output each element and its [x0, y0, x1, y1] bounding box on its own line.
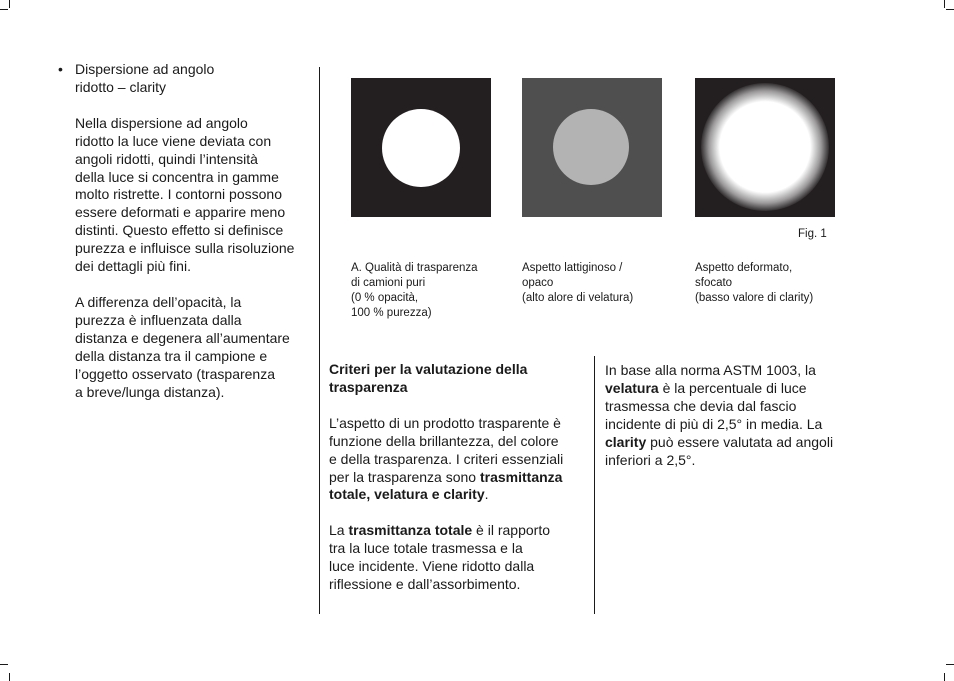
caption-line: sfocato	[695, 277, 733, 289]
caption-line: (alto alore di velatura)	[522, 292, 634, 304]
text-line: a breve/lunga distanza).	[75, 383, 225, 400]
text-line: angoli ridotti, quindi l’intensità	[75, 150, 258, 167]
caption-line: (basso valore di clarity)	[695, 292, 814, 304]
crop-mark	[946, 9, 954, 10]
caption-line: Aspetto deformato,	[695, 262, 793, 274]
text-line: riflessione e dall’assorbimento.	[329, 576, 521, 593]
text-line: distinti. Questo effetto si definisce	[75, 222, 284, 239]
text-line: dei dettagli più fini.	[75, 258, 191, 275]
text-line: l’oggetto osservato (trasparenza	[75, 365, 275, 382]
text-line: luce incidente. Viene ridotto dalla	[329, 558, 535, 575]
figure-panel-blurred	[695, 78, 835, 217]
crop-mark	[944, 673, 945, 681]
figure-panel-hazy	[522, 78, 662, 217]
caption-line: A. Qualità di trasparenza	[351, 262, 478, 274]
paragraph-2	[58, 294, 310, 401]
figure-panel-clear	[351, 78, 491, 217]
text-line: purezza è influenzata dalla	[75, 311, 242, 328]
caption-line: 100 % purezza)	[351, 307, 432, 319]
text-line: della distanza tra il campione e	[75, 347, 268, 364]
right-column	[605, 362, 865, 469]
caption-line: di camioni puri	[351, 277, 426, 289]
text-line: La trasmittanza totale è il rapporto	[329, 522, 550, 539]
text-line: ridotto la luce viene deviata con	[75, 132, 272, 149]
text-line: totale, velatura e clarity.	[329, 486, 489, 503]
gray-circle	[553, 109, 629, 185]
figure-label: Fig. 1	[798, 228, 827, 240]
text-line: essere deformati e apparire meno	[75, 204, 286, 221]
column-divider	[594, 356, 595, 614]
crop-mark	[0, 9, 8, 10]
text-line: incidente di più di 2,5° in media. La	[605, 415, 823, 432]
text-line: clarity può essere valutata ad angoli	[605, 433, 834, 450]
caption-line: Aspetto lattiginoso /	[522, 262, 623, 274]
figure-caption	[351, 261, 501, 321]
column-divider	[319, 67, 320, 614]
text-line: velatura è la percentuale di luce	[605, 379, 807, 396]
text-line: trasmessa che devia dal fascio	[605, 397, 797, 414]
crop-mark	[944, 0, 945, 8]
text-line: molto ristrette. I contorni possono	[75, 186, 282, 203]
text-line: Nella dispersione ad angolo	[75, 114, 248, 131]
figure-caption	[695, 261, 845, 306]
text-line: della luce si concentra in gamme	[75, 168, 279, 185]
figure-caption	[522, 261, 672, 306]
bullet-icon: •	[58, 61, 63, 77]
crop-mark	[0, 664, 8, 665]
text-line: per la trasparenza sono trasmittanza	[329, 468, 563, 485]
text-line: In base alla norma ASTM 1003, la	[605, 362, 816, 378]
crop-mark	[9, 0, 10, 8]
text-line: e della trasparenza. I criteri essenziali	[329, 450, 564, 467]
middle-column	[329, 361, 589, 594]
paragraph-1	[58, 115, 310, 276]
left-column	[58, 61, 310, 401]
section-title: Criteri per la valutazione della	[329, 361, 528, 377]
text-line: tra la luce totale trasmessa e la	[329, 540, 523, 557]
bullet-item	[58, 61, 310, 97]
white-circle	[382, 109, 460, 187]
text-line: inferiori a 2,5°.	[605, 451, 696, 468]
text-line: funzione della brillantezza, del colore	[329, 432, 559, 449]
blurred-circle	[701, 83, 829, 211]
crop-mark	[946, 664, 954, 665]
crop-mark	[9, 673, 10, 681]
section-title: trasparenza	[329, 378, 408, 395]
bullet-heading-line: ridotto – clarity	[75, 78, 167, 95]
text-line: distanza e degenera all’aumentare	[75, 329, 290, 346]
text-line: A differenza dell’opacità, la	[75, 293, 242, 310]
text-line: L’aspetto di un prodotto trasparente è	[329, 414, 561, 431]
caption-line: opaco	[522, 277, 554, 289]
bullet-heading-line: Dispersione ad angolo	[75, 61, 215, 77]
caption-line: (0 % opacità,	[351, 292, 419, 304]
text-line: purezza e influisce sulla risoluzione	[75, 240, 295, 257]
